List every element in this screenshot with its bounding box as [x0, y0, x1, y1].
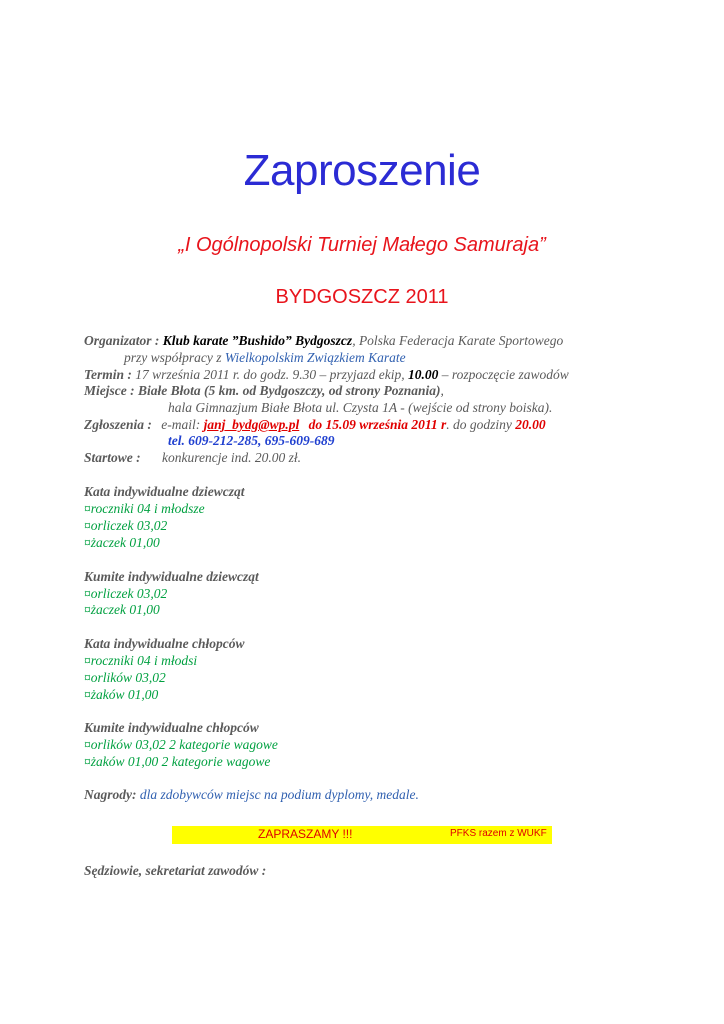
list-item: ¤żaków 01,00 2 kategorie wagowe	[84, 754, 271, 769]
list-item: ¤orliczek 03,02	[84, 518, 168, 533]
zgloszenia-until-hour: . do godziny	[446, 417, 516, 432]
zgloszenia-deadline: 15.09 września 2011 r	[325, 417, 447, 432]
miejsce-label: Miejsce :	[84, 383, 135, 398]
zgloszenia-hour: 20.00	[515, 417, 546, 432]
section-heading-kata-girls: Kata indywidualne dziewcząt	[84, 484, 245, 499]
section-heading-kata-boys: Kata indywidualne chłopców	[84, 636, 245, 651]
list-item: ¤orliczek 03,02	[84, 586, 168, 601]
nagrody-line	[84, 786, 419, 803]
startowe-label: Startowe :	[84, 450, 141, 465]
zgloszenia-email-label: e-mail:	[161, 417, 204, 432]
startowe-line	[84, 449, 301, 466]
organizer-federation: , Polska Federacja Karate Sportowego	[352, 333, 564, 348]
nagrody-text: dla zdobywców miejsc na podium dyplomy, medale.	[136, 787, 419, 802]
list-item: ¤orlików 03,02 2 kategorie wagowe	[84, 737, 278, 752]
page-title: Zaproszenie	[243, 146, 481, 195]
tournament-subtitle: „I Ogólnopolski Turniej Małego Samuraja”	[178, 234, 546, 256]
zgloszenia-label: Zgłoszenia :	[84, 417, 152, 432]
organizer-line	[84, 332, 563, 349]
zgloszenia-do: do	[308, 417, 326, 432]
banner-organizers-text: PFKS razem z WUKF	[450, 828, 547, 839]
zgloszenia-email-link[interactable]: janj_bydg@wp.pl	[203, 417, 300, 432]
termin-line	[84, 366, 569, 383]
cooperation-line	[124, 349, 406, 366]
list-item: ¤żaków 01,00	[84, 687, 159, 702]
zgloszenia-tel: tel. 609-212-285, 695-609-689	[168, 433, 335, 448]
organizer-club: Klub karate ”Bushido” Bydgoszcz	[162, 333, 353, 348]
miejsce-hall: hala Gimnazjum Białe Błota ul. Czysta 1A - (wejście od strony boiska).	[168, 400, 553, 415]
miejsce-place-suffix: ,	[440, 383, 444, 398]
zgloszenia-line	[84, 416, 546, 433]
list-item: ¤roczniki 04 i młodsze	[84, 501, 205, 516]
organizer-label: Organizator :	[84, 333, 160, 348]
list-item: ¤żaczek 01,00	[84, 535, 160, 550]
list-item: ¤orlików 03,02	[84, 670, 166, 685]
city-year: BYDGOSZCZ 2011	[275, 286, 449, 308]
termin-time: 10.00	[408, 367, 439, 382]
cooperation-partner: Wielkopolskim Związkiem Karate	[224, 350, 406, 365]
termin-text-b: – rozpoczęcie zawodów	[438, 367, 569, 382]
miejsce-line	[84, 382, 444, 399]
miejsce-place: Białe Błota (5 km. od Bydgoszczy, od strony Poznania)	[134, 383, 441, 398]
list-item: ¤roczniki 04 i młodsi	[84, 653, 198, 668]
judges-secretariat-label: Sędziowie, sekretariat zawodów :	[84, 863, 267, 878]
termin-text-a: 17 września 2011 r. do godz. 9.30 – przyjazd ekip,	[131, 367, 409, 382]
section-heading-kumite-boys: Kumite indywidualne chłopców	[84, 720, 259, 735]
invitation-banner	[172, 826, 552, 844]
nagrody-label: Nagrody:	[84, 787, 137, 802]
section-heading-kumite-girls: Kumite indywidualne dziewcząt	[84, 569, 259, 584]
list-item: ¤żaczek 01,00	[84, 602, 160, 617]
termin-label: Termin :	[84, 367, 132, 382]
startowe-text: konkurencje ind. 20.00 zł.	[162, 450, 301, 465]
cooperation-prefix: przy współpracy z	[124, 350, 225, 365]
banner-invite-text: ZAPRASZAMY !!!	[258, 827, 353, 841]
